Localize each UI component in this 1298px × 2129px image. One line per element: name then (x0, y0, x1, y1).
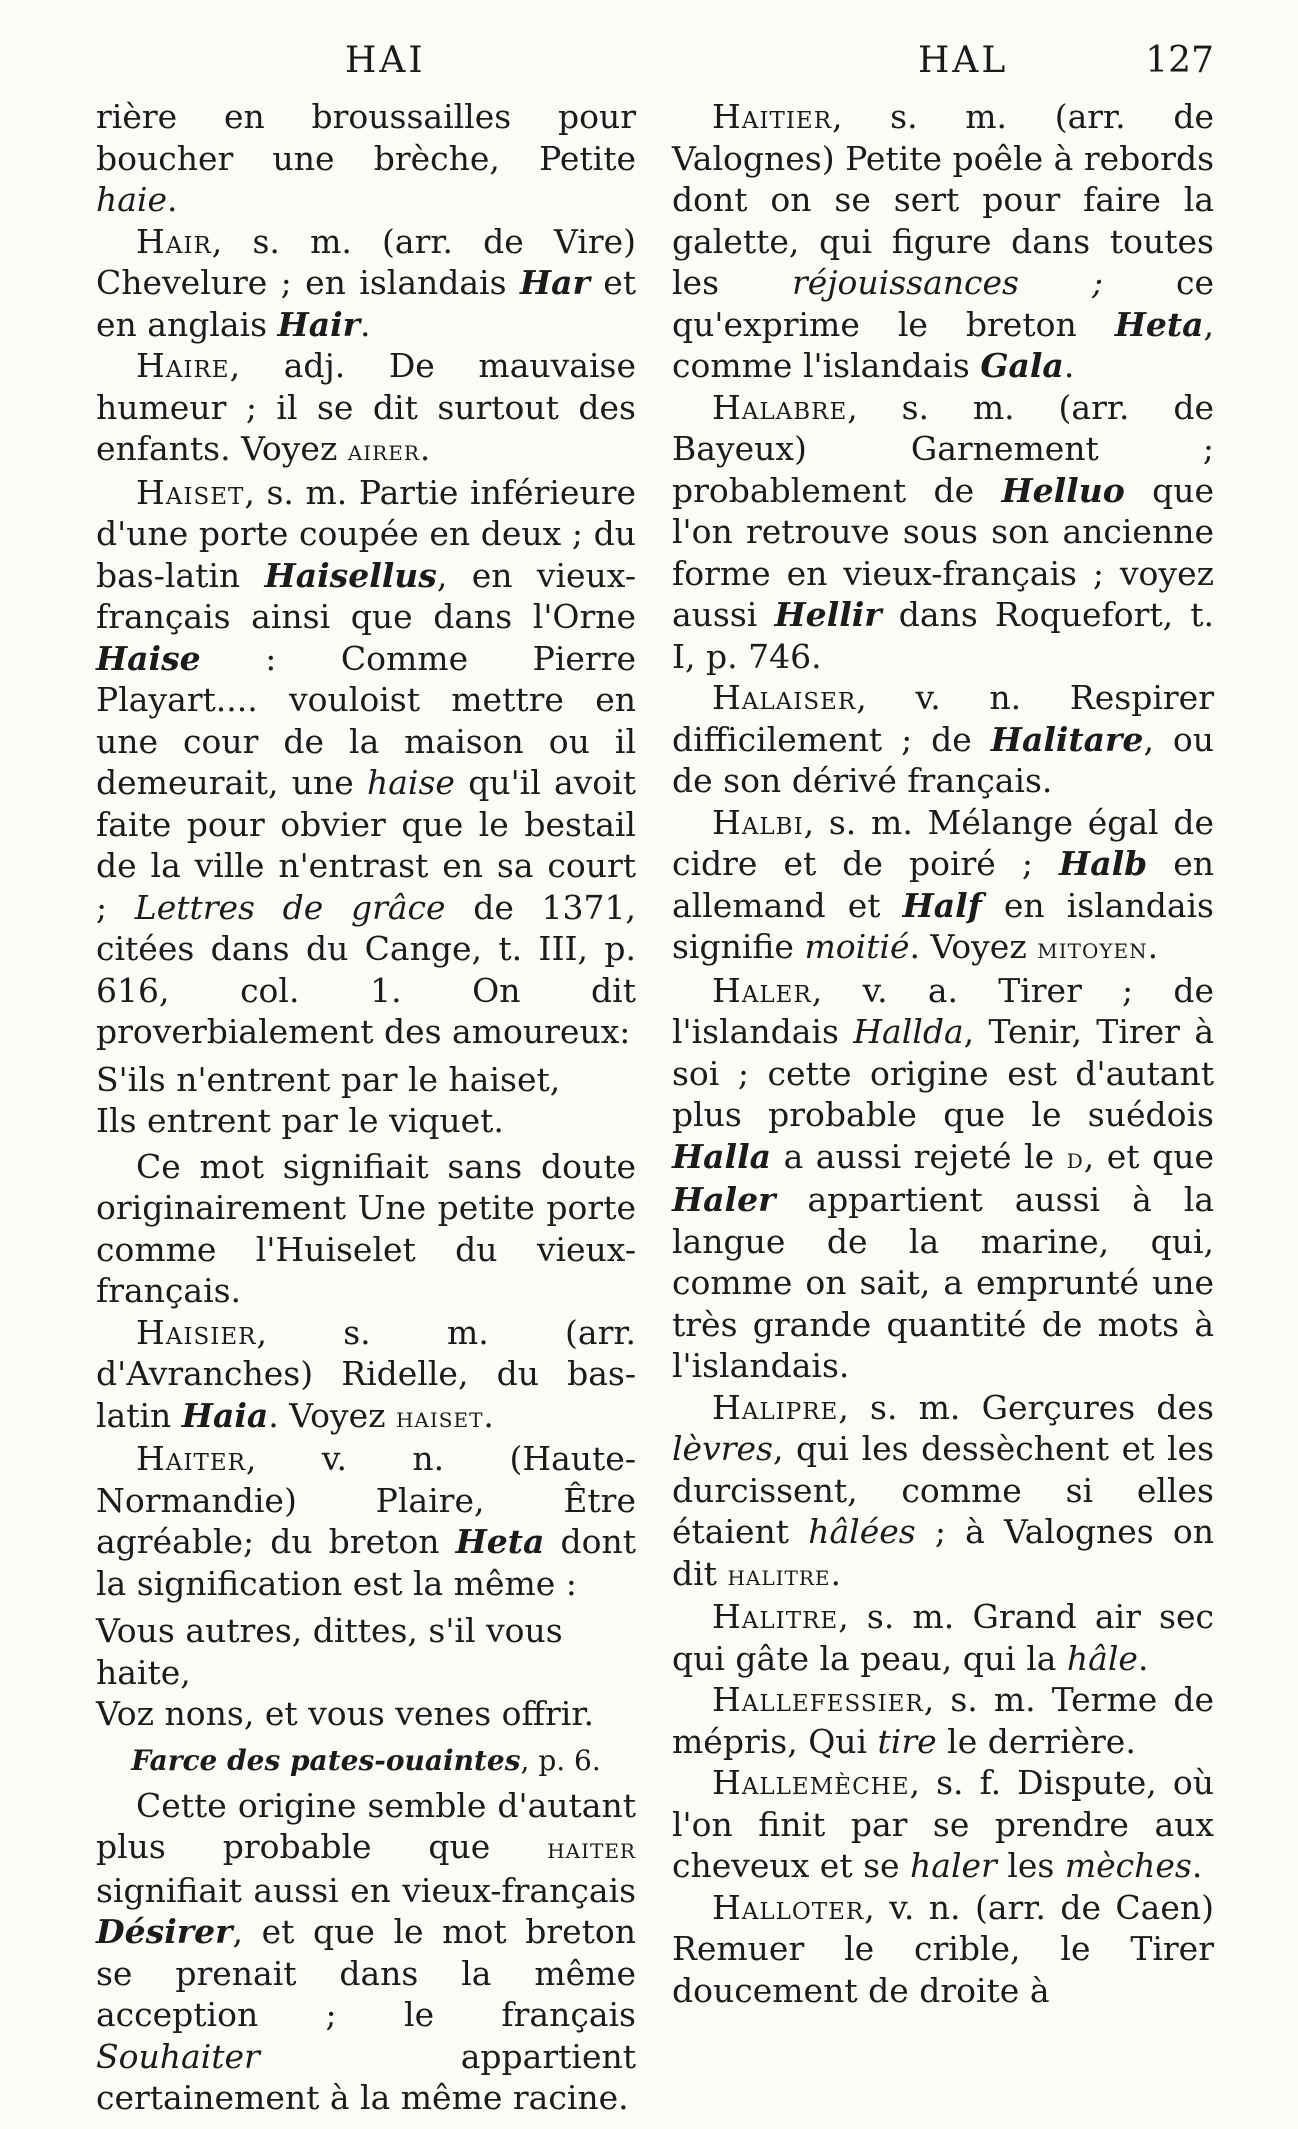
headword: Halipre (712, 1387, 839, 1427)
page-number: 127 (1145, 40, 1214, 81)
continuation-paragraph: rière en broussailles pour boucher une brèche, Petite haie. (96, 97, 636, 219)
entry-haler: Haler, v. a. Tirer ; de l'islandais Hallda, Tenir, Tirer à soi ; cette origine est d'autant plus probable que le suédois Halla a aussi rejeté le d, et que Haler appartient aussi à la langue de la marine, qui, comme on sait, a emprunté une très grande quantité de mots à l'islandais. (672, 970, 1215, 1385)
verse-line: S'ils n'entrent par le haiset, (96, 1059, 561, 1099)
headword: Haler (712, 970, 812, 1010)
haiter-continuation: Cette origine semble d'autant plus probable que haiter signifiait aussi en vieux-français Désirer, et que le mot breton se prenait dans la même acception ; le français Souhaiter appartient certainement à la même racine. (96, 1785, 636, 2117)
quotation-source: Farce des pates-ouaintes, p. 6. (131, 1743, 601, 1777)
headword: Haiter (136, 1439, 246, 1478)
headword: Haiset (136, 472, 245, 512)
headword: Halabre (712, 387, 848, 427)
entry-haiset: Haiset, s. m. Partie inférieure d'une porte coupée en deux ; du bas-latin Haisellus, en vieux-français ainsi que dans l'Orne Haise : Comme Pierre Playart.... vouloist mettre en une cour de la maison ou il demeurait, une haise qu'il avoit faite pour obvier que le bestail de la ville n'entrast en sa court ; Lettres de grâce de 1371, citées dans du Cange, t. III, p. 616, col. 1. On dit proverbialement des amoureux: (96, 472, 636, 1051)
headword: Halaiser (712, 678, 857, 717)
entry-halabre: Halabre, s. m. (arr. de Bayeux) Garnement ; probablement de Helluo que l'on retrouve sous son ancienne forme en vieux-français ; voyez aussi Hellir dans Roquefort, t. I, p. 746. (672, 387, 1215, 676)
entry-haire: Haire, adj. De mauvaise humeur ; il se dit surtout des enfants. Voyez airer. (96, 346, 636, 468)
entry-hair: Hair, s. m. (arr. de Vire) Chevelure ; en islandais Har et en anglais Hair. (96, 221, 637, 344)
entry-halipre: Halipre, s. m. Gerçures des lèvres, qui les dessèchent et les durcissent, comme si elles étaient hâlées ; à Valognes on dit halitre. (672, 1387, 1214, 1593)
right-column (672, 96, 1214, 2011)
entry-haiter: Haiter, v. n. (Haute-Normandie) Plaire, Être agréable; du breton Heta dont la signification est la même : (96, 1439, 636, 1603)
entry-halaiser: Halaiser, v. n. Respirer difficilement ; de Halitare, ou de son dérivé français. (672, 678, 1215, 800)
left-column (96, 96, 636, 2119)
entry-haisier: Haisier, s. m. (arr. d'Avranches) Ridelle, du bas-latin Haia. Voyez haiset. (96, 1312, 636, 1435)
verse-line: Voz nons, et vous venes offrir. (96, 1694, 594, 1733)
entry-halitre: Halitre, s. m. Grand air sec qui gâte la peau, qui la hâle. (672, 1597, 1214, 1678)
headword: Hallemèche (712, 1763, 910, 1802)
headword: Halitre (712, 1597, 839, 1636)
headword: Haitier (712, 97, 833, 136)
verse-line: Ils entrent par le viquet. (96, 1101, 504, 1140)
entry-hallefessier: Hallefessier, s. m. Terme de mépris, Qui tire le derrière. (672, 1680, 1214, 1761)
headword: Haire (136, 346, 230, 385)
entry-haitier: Haitier, s. m. (arr. de Valognes) Petite poêle à rebords dont on se sert pour faire la galette, qui figure dans toutes les réjouissances ; ce qu'exprime le breton Heta, comme l'islandais Gala. (672, 97, 1214, 385)
verse-line: Vous autres, dittes, s'il vous haite, (96, 1611, 563, 1692)
entry-halbi: Halbi, s. m. Mélange égal de cidre et de poiré ; Halb en allemand et Half en islandais signifie moitié. Voyez mitoyen. (672, 802, 1214, 966)
headword: Halbi (712, 802, 804, 842)
running-head-left: HAI (345, 40, 426, 81)
headword: Hair (136, 221, 212, 261)
headword: Hallefessier (712, 1680, 924, 1719)
running-head-right: HAL (918, 40, 1009, 81)
haiset-continuation: Ce mot signifiait sans doute originairement Une petite porte comme l'Huiselet du vieux-français. (96, 1146, 636, 1310)
running-header (0, 40, 1298, 90)
entry-hallemeche: Hallemèche, s. f. Dispute, où l'on finit par se prendre aux cheveux et se haler les mèches. (672, 1763, 1214, 1885)
headword: Halloter (712, 1887, 865, 1927)
headword: Haisier (136, 1312, 257, 1352)
entry-halloter: Halloter, v. n. (arr. de Caen) Remuer le crible, le Tirer doucement de droite à (672, 1887, 1214, 2010)
